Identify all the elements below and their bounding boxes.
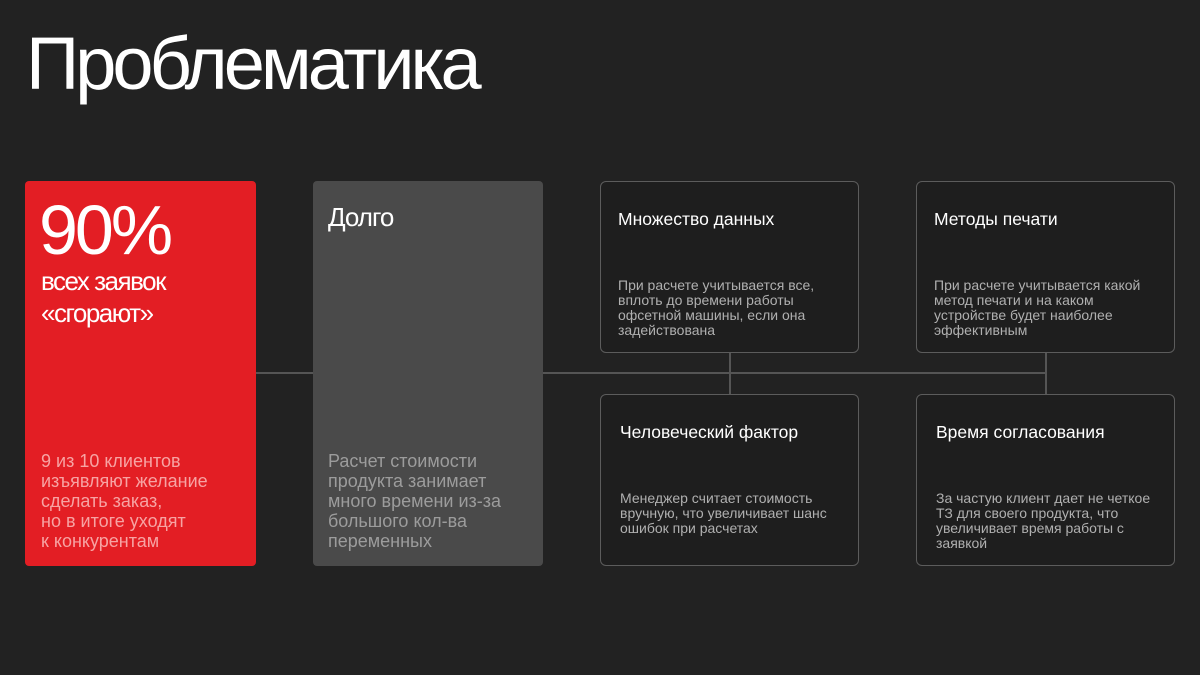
problem-description: Расчет стоимости продукта занимает много времени из-за большого кол-ва переменных	[328, 451, 502, 551]
factor-box-human-factor	[600, 394, 859, 566]
connector-red-to-gray	[256, 372, 313, 374]
connector-gray-to-branches	[543, 372, 1046, 374]
factor-description: При расчете учитывается какой метод печати и на каком устройстве будет наиболее эффективным	[934, 277, 1141, 338]
problem-title: Долго	[328, 202, 394, 232]
connector-vertical-right	[1045, 353, 1047, 394]
stat-card	[25, 181, 256, 566]
factor-box-print-methods	[916, 181, 1175, 353]
factor-title: Множество данных	[618, 209, 775, 229]
factor-box-data	[600, 181, 859, 353]
page-title: Проблематика	[26, 22, 478, 105]
factor-title: Методы печати	[934, 209, 1058, 229]
factor-description: Менеджер считает стоимость вручную, что увеличивает шанс ошибок при расчетах	[620, 490, 827, 536]
stat-description: 9 из 10 клиентов изъявляют желание сделать заказ, но в итоге уходят к конкурентам	[41, 451, 208, 551]
connector-vertical-left	[729, 353, 731, 394]
factor-description: За частую клиент дает не четкое ТЗ для своего продукта, что увеличивает время работы с заявкой	[936, 490, 1151, 551]
factor-title: Человеческий фактор	[620, 422, 799, 442]
factor-title: Время согласования	[936, 422, 1105, 442]
stat-value: 90%	[39, 191, 171, 269]
factor-box-approval-time	[916, 394, 1175, 566]
factor-description: При расчете учитывается все, вплоть до времени работы офсетной машины, если она задействована	[618, 277, 815, 338]
stat-subtitle: всех заявок «сгорают»	[41, 266, 165, 328]
problem-card	[313, 181, 543, 566]
